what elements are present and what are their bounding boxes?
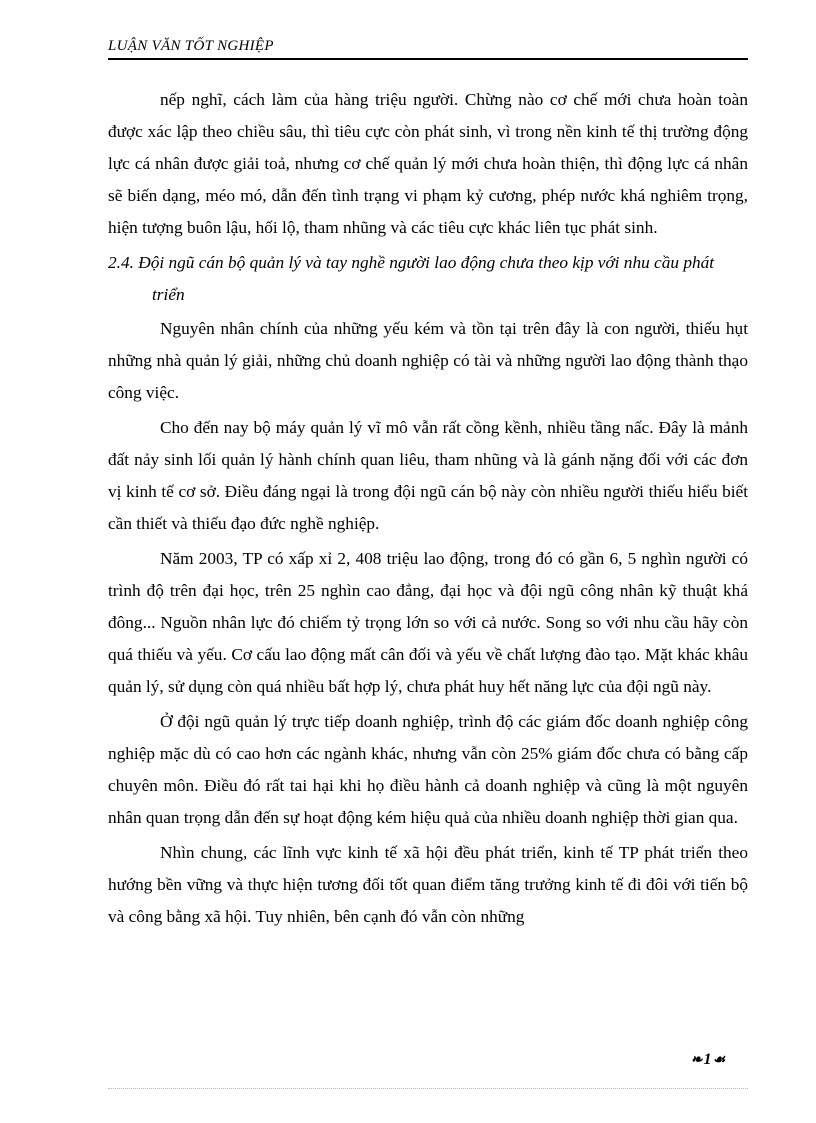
paragraph: Nhìn chung, các lĩnh vực kinh tế xã hội đều phát triển, kinh tế TP phát triển theo hướng bền vững và thực hiện tương đối tốt quan điểm tăng trưởng kinh tế đi đôi với tiến bộ và công bằng xã hội. Tuy nhiên, bên cạnh đó vẫn còn những — [108, 843, 748, 926]
document-body — [108, 84, 748, 936]
section-heading: 2.4. Đội ngũ cán bộ quản lý và tay nghề người lao động chưa theo kịp với nhu cầu phát triển — [108, 253, 715, 304]
paragraph: Nguyên nhân chính của những yếu kém và tồn tại trên đây là con người, thiếu hụt những nhà quản lý giải, những chủ doanh nghiệp có tài và những người lao động thành thạo công việc. — [108, 319, 748, 402]
ornament-right-icon: ☙ — [712, 1053, 726, 1068]
ornament-left-icon: ❧ — [690, 1053, 704, 1068]
paragraph: Ở đội ngũ quản lý trực tiếp doanh nghiệp, trình độ các giám đốc doanh nghiệp công nghiệp mặc dù có cao hơn các ngành khác, nhưng vẫn còn 25% giám đốc chưa có bằng cấp chuyên môn. Điều đó rất tai hại khi họ điều hành cả doanh nghiệp và cũng là một nguyên nhân quan trọng dẫn đến sự hoạt động kém hiệu quả của nhiều doanh nghiệp thời gian qua. — [108, 712, 748, 827]
page-number: 1 — [703, 1051, 713, 1068]
paragraph: Cho đến nay bộ máy quản lý vĩ mô vẫn rất cồng kềnh, nhiều tầng nấc. Đây là mảnh đất nảy sinh lối quản lý hành chính quan liêu, tham nhũng và là gánh nặng đối với các đơn vị kinh tế cơ sở. Điều đáng ngại là trong đội ngũ cán bộ này còn nhiều người thiếu hiểu biết cần thiết và thiếu đạo đức nghề nghiệp. — [108, 418, 748, 533]
page-header — [108, 36, 748, 60]
paragraph: Năm 2003, TP có xấp xỉ 2, 408 triệu lao động, trong đó có gần 6, 5 nghìn người có trình độ trên đại học, trên 25 nghìn cao đẳng, đại học và đội ngũ công nhân kỹ thuật khá đông... Nguồn nhân lực đó chiếm tỷ trọng lớn so với cả nước. Song so với nhu cầu hãy còn quá thiếu và yếu. Cơ cấu lao động mất cân đối và yếu về chất lượng đào tạo. Mặt khác khâu quản lý, sử dụng còn quá nhiều bất hợp lý, chưa phát huy hết năng lực của đội ngũ này. — [108, 549, 748, 696]
paragraph-continuation: nếp nghĩ, cách làm của hàng triệu người. Chừng nào cơ chế mới chưa hoàn toàn được xác lập theo chiều sâu, thì tiêu cực còn phát sinh, vì trong nền kinh tế thị trường động lực cá nhân được giải toả, nhưng cơ chế quản lý mới chưa hoàn thiện, thì động lực cá nhân sẽ biến dạng, méo mó, dẫn đến tình trạng vi phạm kỷ cương, phép nước khá nghiêm trọng, hiện tượng buôn lậu, hối lộ, tham nhũng và các tiêu cực khác liên tục phát sinh. — [108, 90, 748, 237]
page-number-block — [691, 1051, 726, 1069]
header-title: LUẬN VĂN TỐT NGHIỆP — [108, 38, 274, 54]
page-footer — [108, 1051, 748, 1109]
